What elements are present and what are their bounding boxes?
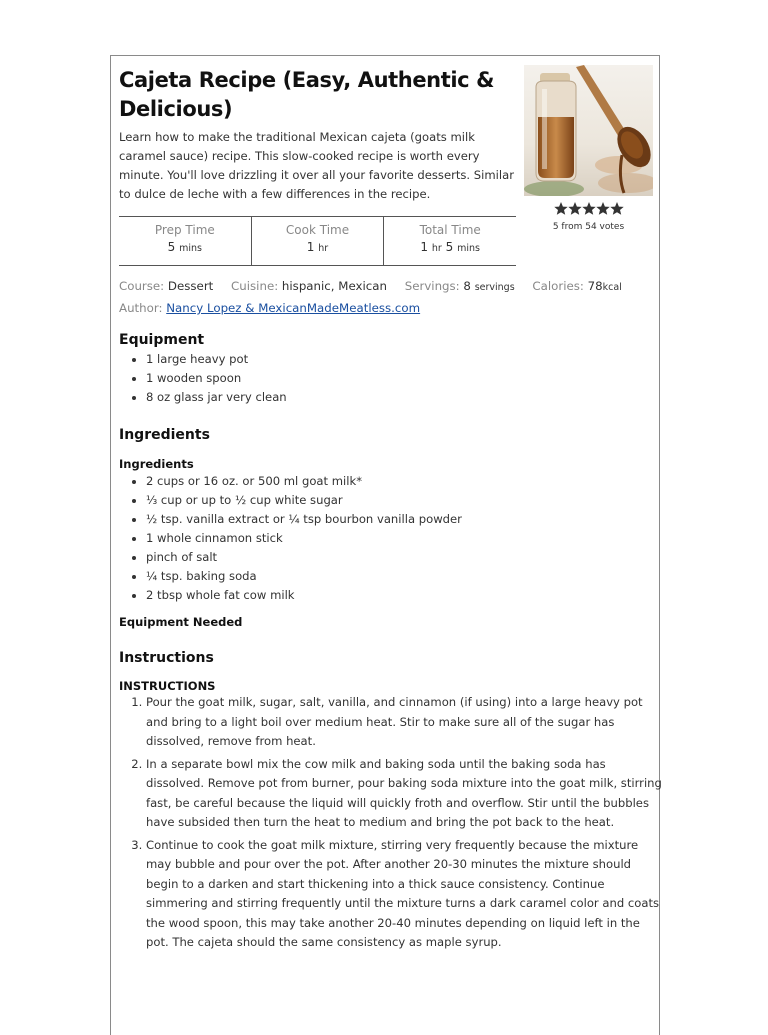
calories-value: 78 bbox=[587, 279, 603, 293]
star-icon bbox=[568, 202, 581, 215]
equipment-heading: Equipment bbox=[119, 332, 205, 348]
list-item: • ⅓ cup or up to ½ cup white sugar bbox=[146, 491, 462, 510]
cuisine-label: Cuisine: bbox=[231, 279, 279, 293]
servings-label: Servings: bbox=[404, 279, 460, 293]
instruction-step: 3. Continue to cook the goat milk mixture, stirring very frequently because the mixture may bubble and pour over the pot. After another 20-30 minutes the mixture should begin to a darken and start thickening into a thick sauce consistency. Continue simmering and stirring frequently until the mixture turns a dark caramel color and coats the wood spoon, this may take another 20-40 minutes depending on liquid left in the pot. The cajeta should the same consistency as maple syrup. bbox=[146, 836, 664, 953]
author-row bbox=[119, 298, 622, 318]
list-item: • 1 large heavy pot bbox=[146, 350, 287, 369]
rating-votes: 5 from 54 votes bbox=[552, 222, 625, 232]
list-item: • ¼ tsp. baking soda bbox=[146, 567, 462, 586]
cuisine-value: hispanic, Mexican bbox=[281, 279, 387, 293]
instructions-list bbox=[119, 693, 664, 956]
cook-time bbox=[251, 217, 384, 265]
instruction-step: 1. Pour the goat milk, sugar, salt, vanilla, and cinnamon (if using) into a large heavy pot and bring to a light boil over medium heat. Stir to make sure all of the sugar has dissolved, remove from heat. bbox=[146, 693, 664, 752]
ingredients-group-heading: Ingredients bbox=[119, 457, 194, 471]
rating-stars[interactable] bbox=[554, 201, 624, 217]
prep-time-label: Prep Time bbox=[154, 223, 215, 237]
cook-time-value: 1 hr bbox=[306, 240, 329, 254]
equipment-needed-heading: Equipment Needed bbox=[119, 615, 243, 629]
author-link[interactable]: Nancy Lopez & MexicanMadeMeatless.com bbox=[166, 301, 421, 315]
prep-time-value: 5 mins bbox=[167, 240, 202, 254]
servings-unit: servings bbox=[474, 282, 515, 293]
list-item: • 1 wooden spoon bbox=[146, 369, 287, 388]
ingredients-heading: Ingredients bbox=[119, 427, 210, 443]
ingredients-list bbox=[119, 472, 462, 605]
star-icon bbox=[596, 202, 609, 215]
meta-row bbox=[119, 276, 622, 298]
course-label: Course: bbox=[119, 279, 165, 293]
star-icon bbox=[610, 202, 623, 215]
total-time bbox=[383, 217, 516, 265]
recipe-title: Cajeta Recipe (Easy, Authentic & Delicious) bbox=[119, 68, 495, 121]
calories-label: Calories: bbox=[532, 279, 584, 293]
list-item: • 2 cups or 16 oz. or 500 ml goat milk* bbox=[146, 472, 462, 491]
list-item: • ½ tsp. vanilla extract or ¼ tsp bourbon vanilla powder bbox=[146, 510, 462, 529]
recipe-photo bbox=[524, 65, 653, 196]
total-time-value: 1 hr 5 mins bbox=[420, 240, 480, 254]
recipe-times bbox=[119, 216, 516, 266]
instructions-heading: Instructions bbox=[119, 650, 214, 666]
star-icon bbox=[554, 202, 567, 215]
course-value: Dessert bbox=[167, 279, 214, 293]
recipe-meta bbox=[119, 276, 622, 318]
recipe-card bbox=[110, 55, 660, 1035]
author-label: Author: bbox=[119, 301, 163, 315]
equipment-list bbox=[119, 350, 287, 407]
servings-value[interactable]: 8 bbox=[463, 279, 471, 293]
prep-time bbox=[119, 217, 251, 265]
list-item: • pinch of salt bbox=[146, 548, 462, 567]
list-item: • 1 whole cinnamon stick bbox=[146, 529, 462, 548]
list-item: • 8 oz glass jar very clean bbox=[146, 388, 287, 407]
recipe-summary: Learn how to make the traditional Mexican cajeta (goats milk caramel sauce) recipe. This slow-cooked recipe is worth every minute. You'll love drizzling it over all your favorite desserts. Similar to dulce de leche with a few differences in the recipe. bbox=[119, 130, 514, 201]
star-icon bbox=[582, 202, 595, 215]
instructions-group-heading: INSTRUCTIONS bbox=[119, 679, 216, 693]
instruction-step: 2. In a separate bowl mix the cow milk and baking soda until the baking soda has dissolved. Remove pot from burner, pour baking soda mixture into the goat milk, stirring fast, be careful because the liquid will quickly froth and overflow. Stir until the bubbles have subsided then turn the heat to medium and bring the pot back to the heat. bbox=[146, 755, 664, 833]
list-item: • 2 tbsp whole fat cow milk bbox=[146, 586, 462, 605]
total-time-label: Total Time bbox=[419, 223, 481, 237]
calories-unit: kcal bbox=[602, 282, 622, 293]
cook-time-label: Cook Time bbox=[285, 223, 350, 237]
